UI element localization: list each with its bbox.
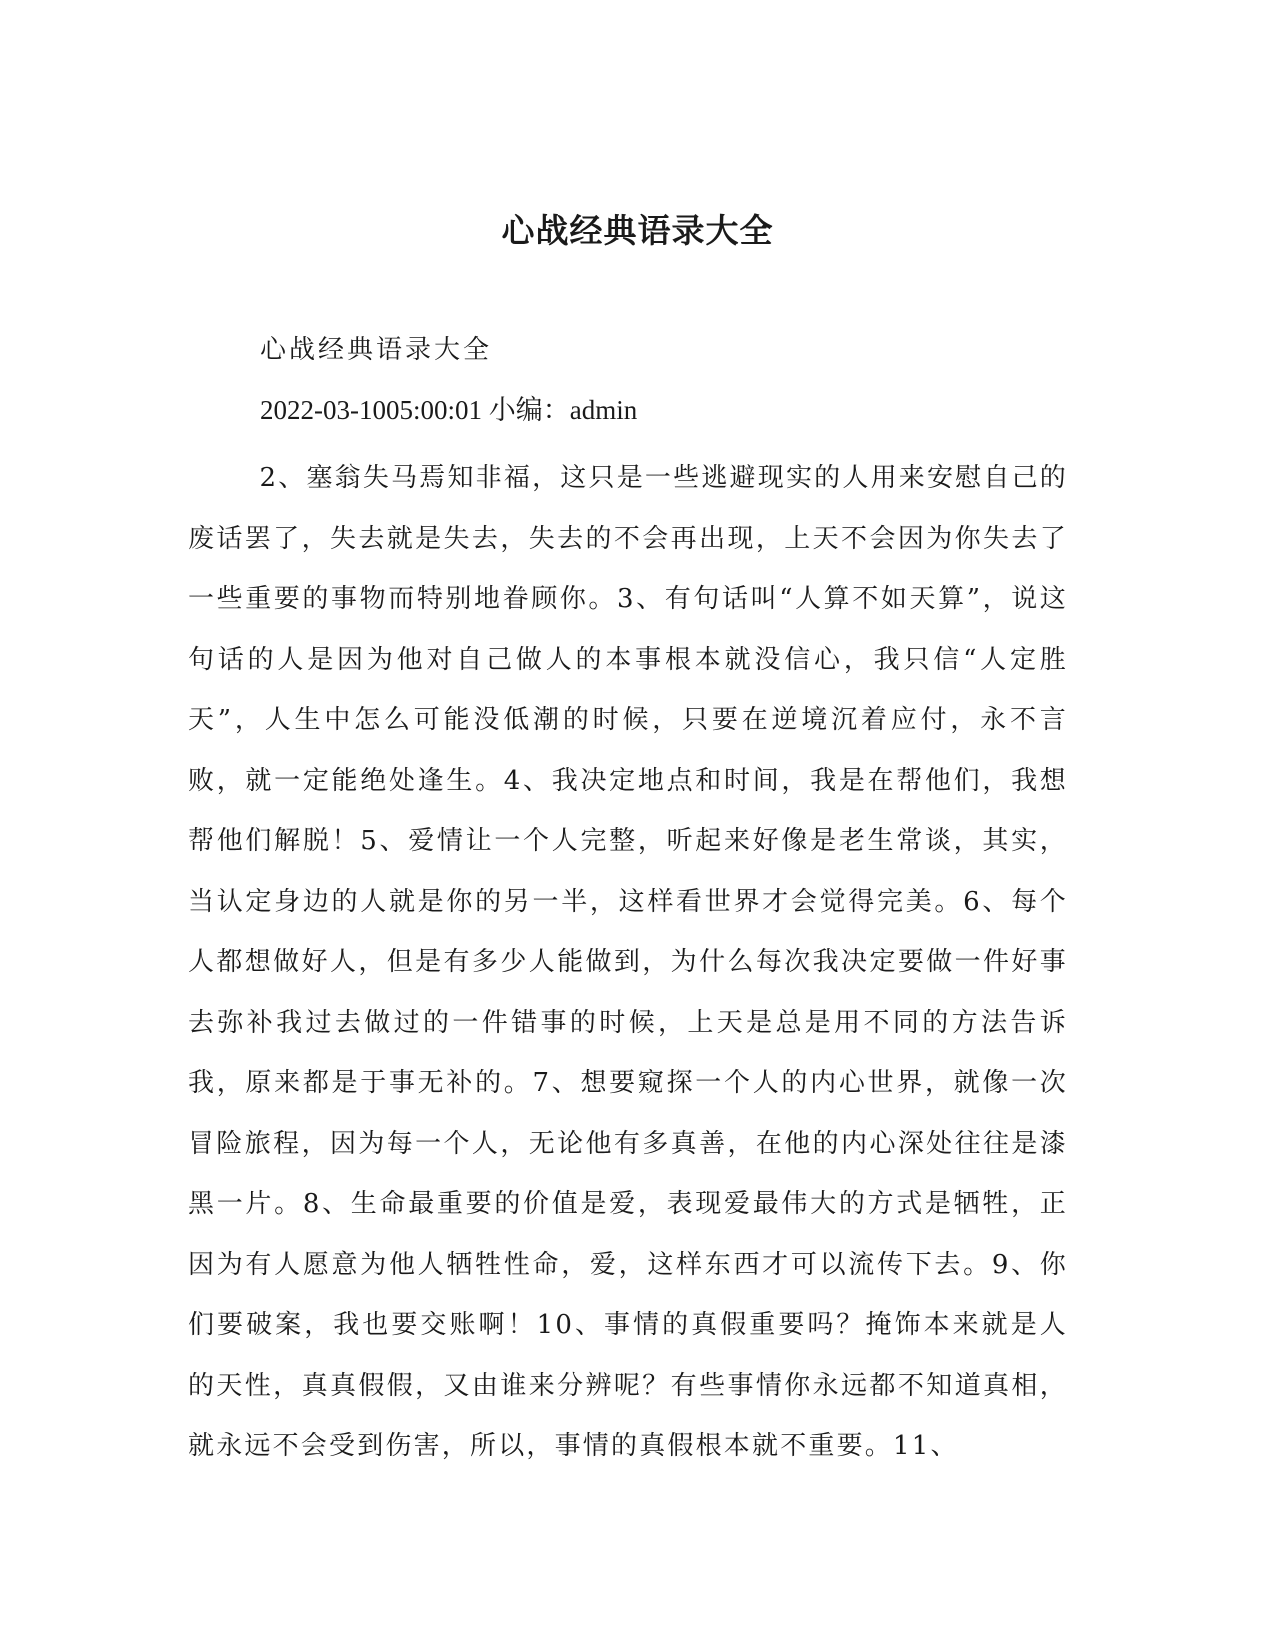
- document-subtitle: 心战经典语录大全: [260, 335, 493, 365]
- publish-meta: 2022-03-1005:00:01 小编：admin: [260, 395, 638, 425]
- body-paragraph: 2、塞翁失马焉知非福，这只是一些逃避现实的人用来安慰自己的废话罢了，失去就是失去，失去的不会再出现，上天不会因为你失去了一些重要的事物而特别地眷顾你。3、有句话叫“人算不如天算”，说这句话的人是因为他对自己做人的本事根本就没信心，我只信“人定胜天”，人生中怎么可能没低潮的时候，只要在逆境沉着应付，永不言败，就一定能绝处逢生。4、我决定地点和时间，我是在帮他们，我想帮他们解脱！5、爱情让一个人完整，听起来好像是老生常谈，其实，当认定身边的人就是你的另一半，这样看世界才会觉得完美。6、每个人都想做好人，但是有多少人能做到，为什么每次我决定要做一件好事去弥补我过去做过的一件错事的时候，上天是总是用不同的方法告诉我，原来都是于事无补的。7、想要窥探一个人的内心世界，就像一次冒险旅程，因为每一个人，无论他有多真善，在他的内心深处往往是漆黑一片。8、生命最重要的价值是爱，表现爱最伟大的方式是牺牲，正因为有人愿意为他人牺牲性命，爱，这样东西才可以流传下去。9、你们要破案，我也要交账啊！10、事情的真假重要吗？掩饰本来就是人的天性，真真假假，又由谁来分辨呢？有些事情你永远都不知道真相，就永远不会受到伤害，所以，事情的真假根本就不重要。11、: [188, 463, 1068, 1461]
- document-title: 心战经典语录大全: [501, 211, 774, 250]
